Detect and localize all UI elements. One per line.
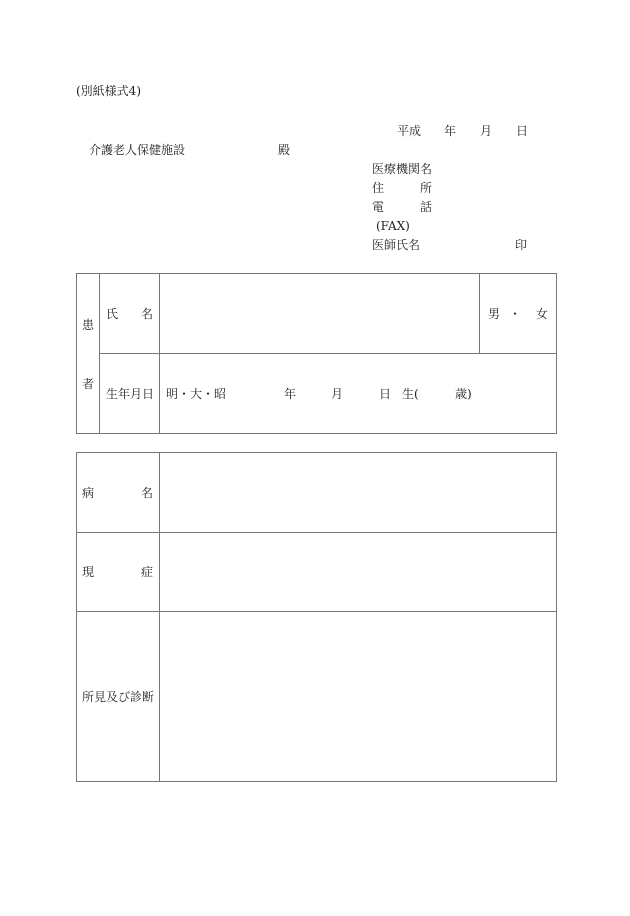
- seal-mark: 印: [515, 238, 528, 252]
- honorific: 殿: [278, 143, 291, 157]
- doctor-label: 医師氏名: [372, 238, 421, 252]
- sex-male[interactable]: 男: [488, 307, 501, 321]
- symptoms-field[interactable]: [161, 534, 555, 610]
- phone-label-1: 電: [372, 200, 385, 214]
- dob-born-label: 生(: [402, 387, 419, 401]
- divider: [159, 452, 160, 782]
- disease-name-label-2: 名: [141, 486, 154, 500]
- dob-month-label: 月: [331, 387, 344, 401]
- patient-side-label-top: 患: [82, 318, 95, 332]
- fax-label: (FAX): [376, 219, 410, 233]
- address-label-2: 所: [420, 181, 433, 195]
- form-number: (別紙様式4): [76, 84, 141, 98]
- date-day-label: 日: [516, 124, 529, 138]
- divider: [76, 532, 557, 533]
- addressee: 介護老人保健施設: [89, 143, 186, 157]
- name-label-1: 氏: [106, 307, 119, 321]
- phone-label-2: 話: [420, 200, 433, 214]
- findings-diagnosis-label: 所見及び診断: [82, 690, 155, 704]
- dob-label: 生年月日: [106, 387, 155, 401]
- date-month-label: 月: [480, 124, 493, 138]
- dob-year-label: 年: [284, 387, 297, 401]
- divider: [76, 611, 557, 612]
- sex-separator: ・: [509, 307, 522, 321]
- institution-label: 医療機関名: [372, 162, 433, 176]
- symptoms-label-2: 症: [141, 565, 154, 579]
- dob-eras[interactable]: 明・大・昭: [166, 387, 227, 401]
- patient-name-field[interactable]: [161, 275, 477, 352]
- findings-diagnosis-field[interactable]: [161, 613, 555, 780]
- dob-age-label: 歳): [455, 387, 472, 401]
- date-year-label: 年: [444, 124, 457, 138]
- disease-name-label-1: 病: [82, 486, 95, 500]
- date-era: 平成: [397, 124, 422, 138]
- name-label-2: 名: [141, 307, 154, 321]
- symptoms-label-1: 現: [82, 565, 95, 579]
- disease-name-field[interactable]: [161, 454, 555, 531]
- divider: [99, 353, 557, 354]
- dob-day-label: 日: [379, 387, 392, 401]
- divider: [479, 273, 480, 354]
- address-label-1: 住: [372, 181, 385, 195]
- sex-female[interactable]: 女: [536, 307, 549, 321]
- patient-side-label-bottom: 者: [82, 377, 95, 391]
